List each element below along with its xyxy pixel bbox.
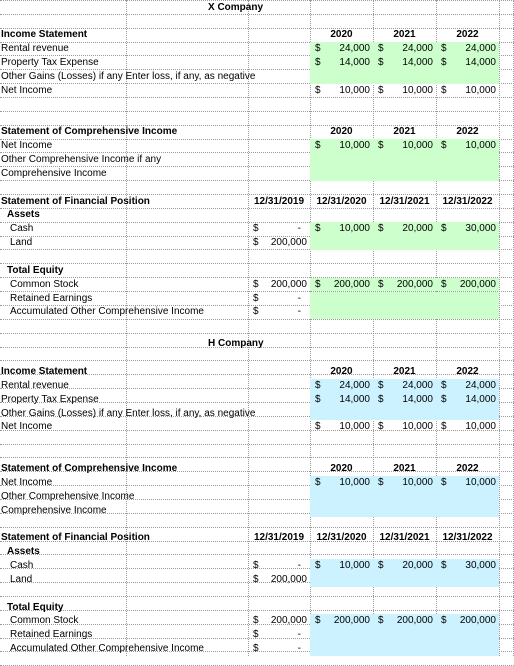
row-label: Accumulated Other Comprehensive Income [10,306,204,318]
row-label: Retained Earnings [10,629,93,641]
oci-row [0,139,514,153]
income-row [0,379,514,393]
amount-cell[interactable] [373,278,436,292]
year-header: 2020 [330,366,353,378]
currency-symbol: $ [441,476,447,488]
row-label: Comprehensive Income [1,504,107,516]
company-title: X Company [208,1,264,13]
row-label: Common Stock [10,615,79,627]
oci-row [0,167,514,181]
amount-cell[interactable] [373,56,436,70]
row-label: Net Income [1,476,53,488]
amount-value: 10,000 [339,421,370,433]
amount-value: 200,000 [270,237,307,249]
amount-value: 200,000 [333,615,370,627]
amount-value: 14,000 [402,393,433,405]
currency-symbol: $ [378,223,384,235]
year-header: 2020 [330,29,353,41]
row-label: Accumulated Other Comprehensive Income [10,643,204,655]
amount-value: - [297,306,301,318]
amount-cell[interactable] [373,476,436,490]
sfp-header-row [0,531,514,545]
input-cell[interactable] [310,628,499,642]
amount-value: 10,000 [465,84,496,96]
row-label: Net Income [1,140,53,152]
currency-symbol: $ [253,560,259,572]
sfp-header-row [0,195,514,209]
oci-title: Statement of Comprehensive Income [1,126,178,138]
row-label: Rental revenue [1,43,69,55]
currency-symbol: $ [315,43,321,55]
common-stock-row [0,614,514,628]
currency-symbol: $ [441,379,447,391]
date-header: 12/31/2019 [253,532,305,544]
amount-value: 14,000 [402,56,433,68]
amount-value: 24,000 [465,43,496,55]
date-header: 12/31/2021 [379,532,430,544]
currency-symbol: $ [315,140,321,152]
amount-value: - [297,292,301,304]
company-title: H Company [208,338,264,350]
input-cell[interactable] [310,305,499,319]
currency-symbol: $ [315,379,321,391]
assets-label: Assets [7,546,40,558]
row-label: Comprehensive Income [1,167,107,179]
currency-symbol: $ [315,223,321,235]
amount-cell[interactable] [310,379,373,393]
row-label: Other Gains (Losses) if any Enter loss, if any, as negative [1,70,256,82]
row-label: Land [10,237,33,249]
amount-value: 10,000 [339,476,370,488]
amount-cell[interactable] [373,420,436,434]
row-label: Common Stock [10,278,79,290]
income-row [0,42,514,56]
amount-value: - [297,560,301,572]
amount-value: 24,000 [339,43,370,55]
currency-symbol: $ [378,43,384,55]
amount-cell[interactable] [436,278,499,292]
amount-value: 24,000 [339,379,370,391]
currency-symbol: $ [441,278,447,290]
year-header: 2021 [393,366,416,378]
currency-symbol: $ [253,615,259,627]
amount-cell[interactable] [310,84,373,98]
assets-label: Assets [7,209,40,221]
amount-value: 10,000 [465,421,496,433]
cash-row [0,559,514,573]
amount-cell[interactable] [310,56,373,70]
amount-cell[interactable] [248,222,310,236]
year-header: 2022 [456,463,479,475]
amount-value: 10,000 [339,140,370,152]
equity-label: Total Equity [7,264,64,276]
currency-symbol: $ [253,643,259,655]
row-label: Cash [10,223,34,235]
currency-symbol: $ [315,84,321,96]
input-cell[interactable] [310,167,499,181]
income-row [0,420,514,434]
date-header: 12/31/2020 [316,195,367,207]
sfp-title: Statement of Financial Position [1,532,150,544]
year-header: 2022 [456,29,479,41]
income-row [0,84,514,98]
amount-value: 200,000 [270,615,307,627]
amount-value: 14,000 [465,393,496,405]
amount-value: 24,000 [402,379,433,391]
amount-value: 200,000 [396,615,433,627]
oci-row [0,490,514,504]
aoci-row [0,305,514,319]
cash-row [0,222,514,236]
income-statement-header-row [0,28,514,42]
row-label: Property Tax Expense [1,56,99,68]
currency-symbol: $ [315,278,321,290]
currency-symbol: $ [378,615,384,627]
equity-row [0,601,514,615]
assets-row [0,208,514,222]
amount-cell[interactable] [310,222,373,236]
company-header-row [0,337,514,351]
currency-symbol: $ [378,56,384,68]
amount-cell[interactable] [310,42,373,56]
amount-value: 14,000 [339,56,370,68]
input-cell[interactable] [310,642,499,656]
currency-symbol: $ [253,278,259,290]
sfp-title: Statement of Financial Position [1,195,150,207]
oci-title: Statement of Comprehensive Income [1,463,178,475]
currency-symbol: $ [441,421,447,433]
aoci-row [0,642,514,656]
oci-row [0,504,514,518]
land-row [0,573,514,587]
amount-cell[interactable] [248,292,310,306]
year-header: 2021 [393,29,416,41]
amount-value: 24,000 [465,379,496,391]
amount-value: 14,000 [339,393,370,405]
row-label: Net Income [1,421,53,433]
row-label: Net Income [1,84,53,96]
amount-value: 200,000 [270,573,307,585]
equity-row [0,264,514,278]
currency-symbol: $ [315,560,321,572]
amount-cell[interactable] [248,573,310,587]
amount-value: 10,000 [465,476,496,488]
currency-symbol: $ [253,573,259,585]
currency-symbol: $ [378,560,384,572]
amount-cell[interactable] [248,559,310,573]
currency-symbol: $ [378,393,384,405]
currency-symbol: $ [315,56,321,68]
amount-value: 200,000 [333,278,370,290]
amount-cell[interactable] [310,278,373,292]
amount-cell[interactable] [248,642,310,656]
year-header: 2021 [393,463,416,475]
currency-symbol: $ [441,43,447,55]
amount-value: - [297,223,301,235]
currency-symbol: $ [378,140,384,152]
oci-row [0,153,514,167]
retained-earnings-row [0,292,514,306]
currency-symbol: $ [253,629,259,641]
amount-value: 10,000 [402,476,433,488]
amount-value: 20,000 [402,223,433,235]
row-label: Rental revenue [1,379,69,391]
income-statement-title: Income Statement [1,29,88,41]
row-label: Other Comprehensive Income if any [1,153,162,165]
oci-row [0,476,514,490]
amount-cell[interactable] [310,393,373,407]
amount-cell[interactable] [436,476,499,490]
amount-value: 10,000 [465,140,496,152]
amount-value: 200,000 [459,278,496,290]
amount-value: 30,000 [465,560,496,572]
amount-value: 10,000 [339,223,370,235]
amount-cell[interactable] [436,42,499,56]
year-header: 2020 [330,463,353,475]
income-row [0,56,514,70]
input-cell[interactable] [310,573,499,587]
oci-header-row [0,462,514,476]
amount-value: 30,000 [465,223,496,235]
amount-cell[interactable] [248,628,310,642]
input-cell[interactable] [310,292,499,306]
year-header: 2021 [393,126,416,138]
equity-label: Total Equity [7,601,64,613]
currency-symbol: $ [315,421,321,433]
amount-cell[interactable] [436,379,499,393]
amount-cell[interactable] [248,305,310,319]
currency-symbol: $ [378,476,384,488]
amount-value: 200,000 [270,278,307,290]
amount-cell[interactable] [436,559,499,573]
currency-symbol: $ [378,84,384,96]
assets-row [0,545,514,559]
year-header: 2020 [330,126,353,138]
amount-cell[interactable] [373,614,436,628]
currency-symbol: $ [378,379,384,391]
row-label: Cash [10,560,34,572]
currency-symbol: $ [441,560,447,572]
input-cell[interactable] [310,236,499,250]
income-row [0,407,514,421]
row-label: Land [10,573,33,585]
income-row [0,70,514,84]
amount-value: 10,000 [339,560,370,572]
date-header: 12/31/2022 [442,195,493,207]
amount-value: 10,000 [402,421,433,433]
currency-symbol: $ [441,56,447,68]
currency-symbol: $ [253,292,259,304]
amount-value: - [297,643,301,655]
currency-symbol: $ [378,278,384,290]
amount-cell[interactable] [373,222,436,236]
land-row [0,236,514,250]
input-cell[interactable] [310,70,499,84]
amount-cell[interactable] [436,420,499,434]
amount-value: - [297,629,301,641]
income-statement-title: Income Statement [1,366,88,378]
amount-cell[interactable] [310,420,373,434]
amount-value: 24,000 [402,43,433,55]
currency-symbol: $ [441,84,447,96]
amount-cell[interactable] [436,222,499,236]
row-label: Other Comprehensive Income [1,490,135,502]
amount-cell[interactable] [373,42,436,56]
date-header: 12/31/2020 [316,532,367,544]
amount-cell[interactable] [373,559,436,573]
amount-cell[interactable] [373,139,436,153]
income-row [0,393,514,407]
amount-value: 10,000 [402,140,433,152]
amount-cell[interactable] [310,139,373,153]
income-statement-header-row [0,365,514,379]
retained-earnings-row [0,628,514,642]
row-label: Other Gains (Losses) if any Enter loss, if any, as negative [1,407,256,419]
oci-header-row [0,125,514,139]
currency-symbol: $ [253,306,259,318]
amount-cell[interactable] [310,614,373,628]
currency-symbol: $ [441,223,447,235]
input-cell[interactable] [310,504,499,518]
common-stock-row [0,278,514,292]
year-header: 2022 [456,366,479,378]
currency-symbol: $ [441,140,447,152]
input-cell[interactable] [310,407,499,421]
currency-symbol: $ [253,223,259,235]
amount-value: 10,000 [339,84,370,96]
currency-symbol: $ [315,393,321,405]
row-label: Property Tax Expense [1,393,99,405]
amount-cell[interactable] [373,379,436,393]
amount-cell[interactable] [373,84,436,98]
date-header: 12/31/2019 [253,195,305,207]
amount-cell[interactable] [310,559,373,573]
input-cell[interactable] [310,490,499,504]
amount-cell[interactable] [310,476,373,490]
date-header: 12/31/2022 [442,532,493,544]
amount-cell[interactable] [436,139,499,153]
amount-cell[interactable] [373,393,436,407]
currency-symbol: $ [441,393,447,405]
amount-value: 14,000 [465,56,496,68]
amount-cell[interactable] [248,236,310,250]
amount-value: 200,000 [396,278,433,290]
currency-symbol: $ [315,476,321,488]
company-header-row [0,1,514,15]
currency-symbol: $ [378,421,384,433]
date-header: 12/31/2021 [379,195,430,207]
amount-value: 10,000 [402,84,433,96]
amount-value: 200,000 [459,615,496,627]
amount-cell[interactable] [436,84,499,98]
currency-symbol: $ [315,615,321,627]
row-label: Retained Earnings [10,292,93,304]
amount-value: 20,000 [402,560,433,572]
amount-cell[interactable] [436,614,499,628]
currency-symbol: $ [441,615,447,627]
amount-cell[interactable] [248,614,310,628]
year-header: 2022 [456,126,479,138]
input-cell[interactable] [310,153,499,167]
currency-symbol: $ [253,237,259,249]
amount-cell[interactable] [248,278,310,292]
amount-cell[interactable] [436,393,499,407]
amount-cell[interactable] [436,56,499,70]
